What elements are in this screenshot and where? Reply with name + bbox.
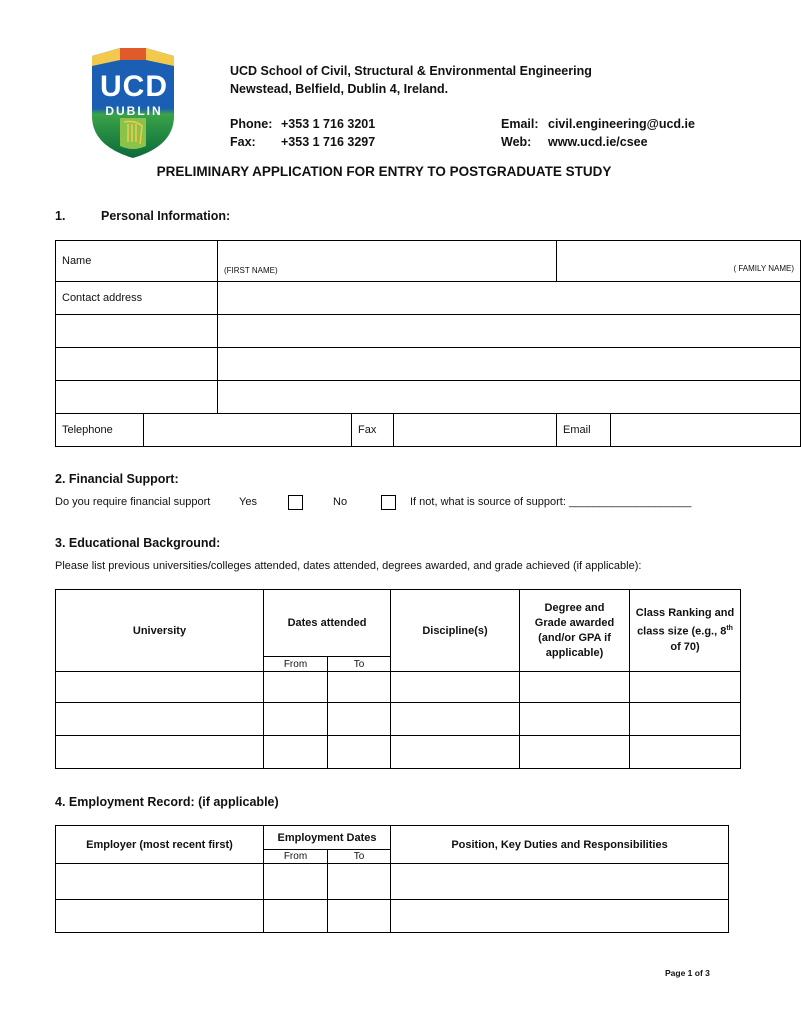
web-value[interactable]: www.ucd.ie/csee — [548, 135, 648, 149]
email-label: Email: — [501, 117, 539, 131]
university-cell[interactable] — [56, 703, 264, 736]
col-discipline — [391, 590, 520, 672]
ranking-cell[interactable] — [630, 703, 741, 736]
emp-from-cell[interactable] — [264, 900, 328, 933]
emp-from-cell[interactable] — [264, 864, 328, 900]
section4-heading: 4. Employment Record: (if applicable) — [55, 795, 279, 809]
first-name-hint: (FIRST NAME) — [224, 266, 278, 275]
table-row — [56, 672, 741, 703]
fax-field-label: Fax — [358, 424, 377, 436]
yes-label: Yes — [239, 496, 257, 508]
from-cell[interactable] — [264, 736, 328, 769]
fax-label-cell — [352, 414, 394, 447]
from-cell[interactable] — [264, 703, 328, 736]
university-cell[interactable] — [56, 736, 264, 769]
employer-cell[interactable] — [56, 864, 264, 900]
discipline-cell[interactable] — [391, 672, 520, 703]
logo-ucd-text: UCD — [100, 70, 168, 103]
col-employment-dates — [264, 826, 391, 850]
col-employer-label: Employer (most recent first) — [86, 838, 233, 851]
table-row — [56, 736, 741, 769]
first-name-field[interactable] — [218, 241, 557, 282]
emp-col-from — [264, 850, 328, 864]
support-source-field[interactable]: If not, what is source of support: ____________________ — [410, 496, 692, 508]
contact-address-line-2[interactable] — [218, 315, 801, 348]
col-degree — [520, 590, 630, 672]
phone-value: +353 1 716 3201 — [281, 117, 376, 131]
contact-address-label-blank — [56, 381, 218, 414]
education-instruction: Please list previous universities/colleges attended, dates attended, degrees awarded, and grade achieved (if applicable): — [55, 560, 642, 572]
family-name-hint: ( FAMILY NAME) — [733, 264, 795, 273]
school-name: UCD School of Civil, Structural & Environmental Engineering — [230, 64, 592, 78]
col-ranking-label-end: of 70) — [670, 640, 700, 653]
name-label: Name — [62, 255, 92, 267]
col-ranking-label: Class Ranking and class size (e.g., 8 — [635, 607, 735, 638]
financial-question: Do you require financial support — [55, 496, 211, 508]
ranking-cell[interactable] — [630, 672, 741, 703]
degree-cell[interactable] — [520, 703, 630, 736]
table-row — [56, 703, 741, 736]
email-label-cell — [557, 414, 611, 447]
position-cell[interactable] — [391, 900, 729, 933]
to-cell[interactable] — [328, 736, 391, 769]
education-table — [55, 589, 741, 769]
col-to — [328, 657, 391, 672]
col-university — [56, 590, 264, 672]
section3-heading: 3. Educational Background: — [55, 536, 221, 550]
discipline-cell[interactable] — [391, 736, 520, 769]
emp-to-cell[interactable] — [328, 900, 391, 933]
degree-cell[interactable] — [520, 672, 630, 703]
telephone-field[interactable] — [144, 414, 352, 447]
logo-dublin-text: DUBLIN — [105, 104, 163, 118]
contact-label-cell — [56, 282, 218, 315]
discipline-cell[interactable] — [391, 703, 520, 736]
col-position-label: Position, Key Duties and Responsibilities — [451, 838, 668, 851]
degree-cell[interactable] — [520, 736, 630, 769]
family-name-field[interactable] — [557, 241, 801, 282]
employment-table — [55, 825, 729, 933]
fax-value: +353 1 716 3297 — [281, 135, 376, 149]
col-from-label: From — [283, 658, 308, 670]
col-degree-label: Degree and Grade awarded (and/or GPA if applicable) — [534, 601, 615, 659]
no-label: No — [333, 496, 348, 508]
name-label-cell — [56, 241, 218, 282]
col-to-label: To — [353, 658, 365, 670]
section1-heading: Personal Information: — [101, 209, 231, 223]
email-value[interactable]: civil.engineering@ucd.ie — [548, 117, 695, 131]
school-address: Newstead, Belfield, Dublin 4, Ireland. — [230, 82, 449, 96]
section1-number: 1. — [55, 209, 66, 223]
no-checkbox[interactable] — [381, 495, 396, 510]
col-discipline-label: Discipline(s) — [422, 624, 488, 637]
col-ranking — [630, 590, 741, 672]
form-title: PRELIMINARY APPLICATION FOR ENTRY TO POSTGRADUATE STUDY — [156, 164, 612, 179]
emp-col-from-label: From — [283, 851, 308, 862]
section2-heading: 2. Financial Support: — [55, 472, 179, 486]
university-cell[interactable] — [56, 672, 264, 703]
emp-col-to — [328, 850, 391, 864]
page-number: Page 1 of 3 — [665, 968, 710, 978]
contact-address-line-1[interactable] — [218, 282, 801, 315]
col-dates-label: Dates attended — [287, 617, 367, 629]
employer-cell[interactable] — [56, 900, 264, 933]
col-ranking-sup: th — [726, 625, 733, 633]
col-position — [391, 826, 729, 864]
email-field-label: Email — [563, 424, 591, 436]
ranking-cell[interactable] — [630, 736, 741, 769]
contact-address-line-4[interactable] — [218, 381, 801, 414]
contact-address-label-blank — [56, 315, 218, 348]
web-label: Web: — [501, 135, 532, 149]
table-row — [56, 864, 729, 900]
phone-label: Phone: — [230, 117, 273, 131]
yes-checkbox[interactable] — [288, 495, 303, 510]
col-employer — [56, 826, 264, 864]
from-cell[interactable] — [264, 672, 328, 703]
to-cell[interactable] — [328, 672, 391, 703]
contact-address-label-blank — [56, 348, 218, 381]
fax-label: Fax: — [230, 135, 256, 149]
to-cell[interactable] — [328, 703, 391, 736]
contact-label: Contact address — [62, 292, 143, 304]
table-row — [56, 900, 729, 933]
telephone-label: Telephone — [62, 424, 113, 436]
col-employment-dates-label: Employment Dates — [277, 831, 377, 844]
contact-address-line-3[interactable] — [218, 348, 801, 381]
emp-to-cell[interactable] — [328, 864, 391, 900]
emp-col-to-label: To — [353, 851, 365, 862]
position-cell[interactable] — [391, 864, 729, 900]
email-field[interactable] — [611, 414, 801, 447]
personal-info-table — [55, 240, 801, 447]
col-dates — [264, 590, 391, 657]
fax-field[interactable] — [394, 414, 557, 447]
col-from — [264, 657, 328, 672]
telephone-label-cell — [56, 414, 144, 447]
col-university-label: University — [132, 624, 187, 637]
